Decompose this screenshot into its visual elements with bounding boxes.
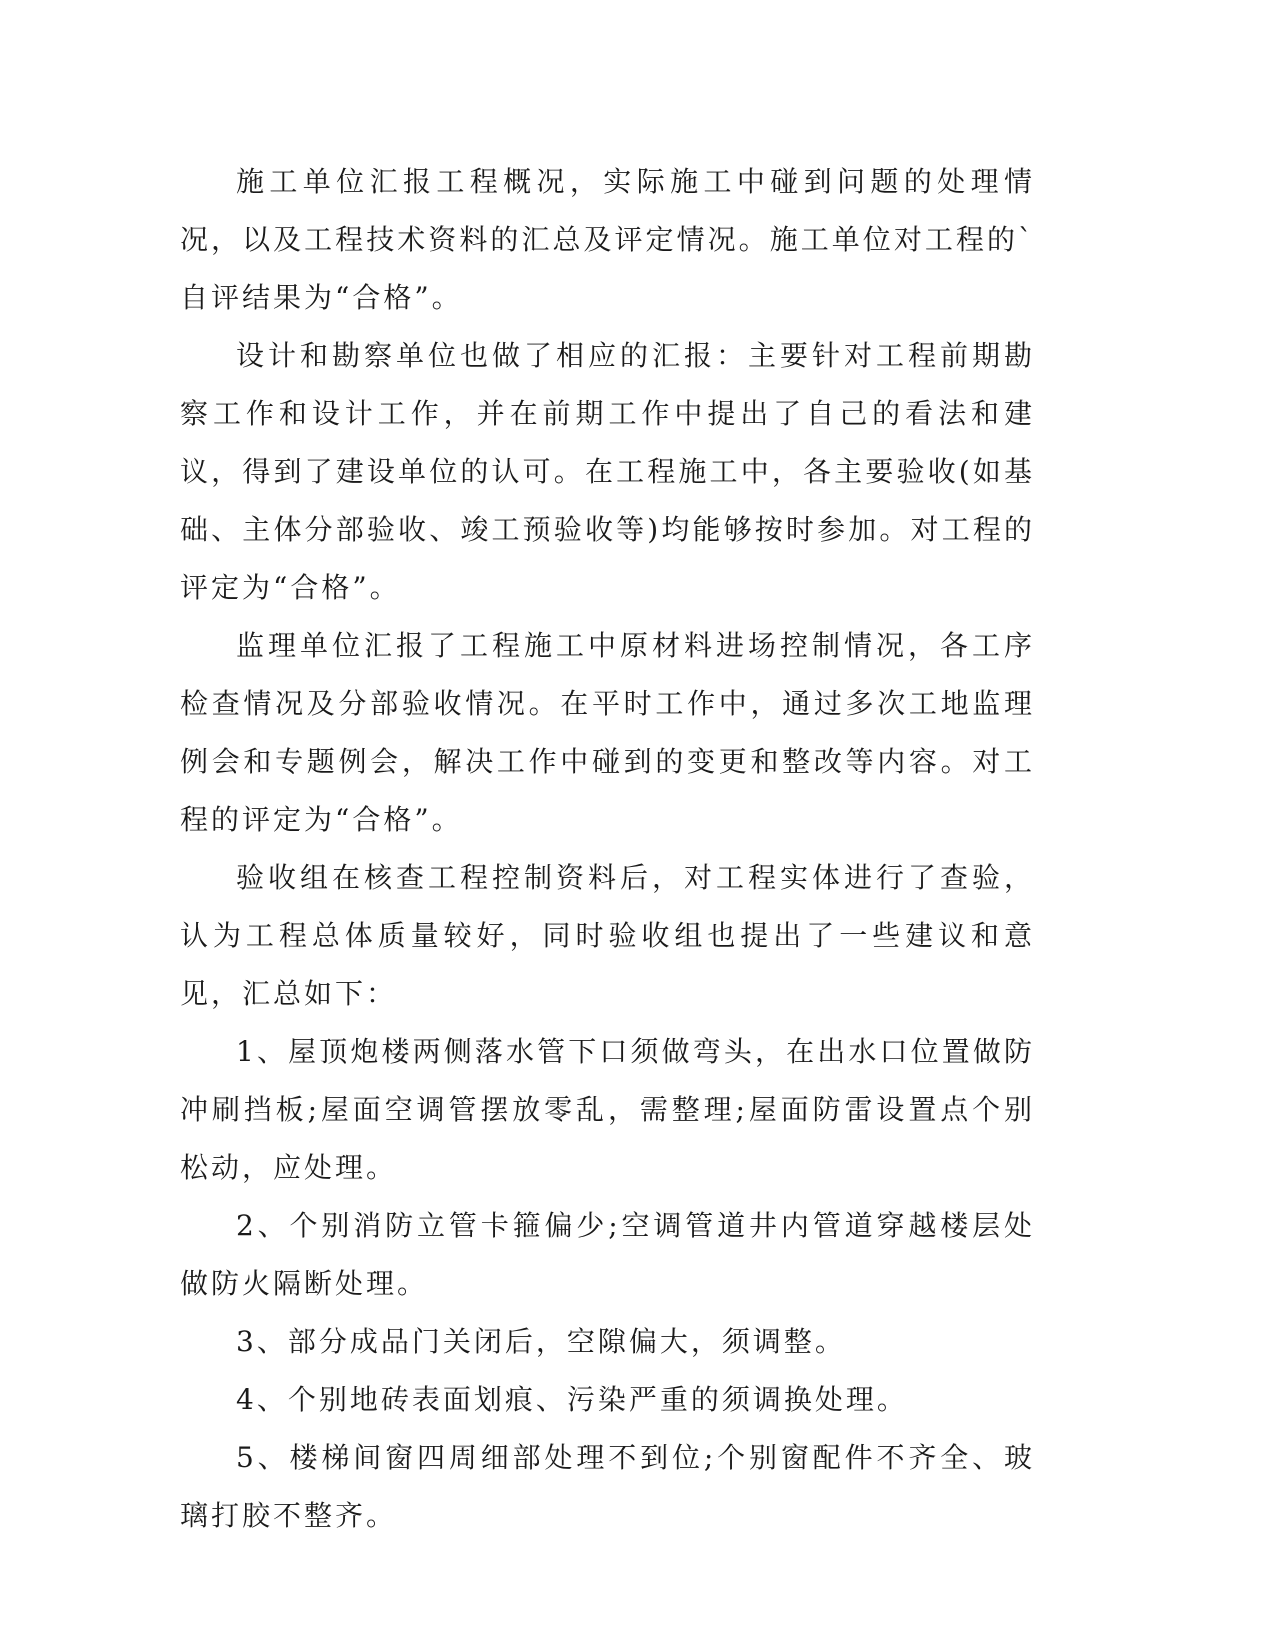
- list-item-1: 1、屋顶炮楼两侧落水管下口须做弯头，在出水口位置做防冲刷挡板;屋面空调管摆放零乱，需整理;屋面防雷设置点个别松动，应处理。: [180, 1035, 1035, 1184]
- document-body: [180, 153, 1035, 1545]
- paragraph-construction-report: 施工单位汇报工程概况，实际施工中碰到问题的处理情况，以及工程技术资料的汇总及评定情况。施工单位对工程的`自评结果为“合格”。: [180, 165, 1035, 314]
- list-item-2: 2、个别消防立管卡箍偏少;空调管道井内管道穿越楼层处做防火隔断处理。: [180, 1209, 1035, 1300]
- list-item-3: 3、部分成品门关闭后，空隙偏大，须调整。: [236, 1325, 846, 1358]
- paragraph-supervision-report: 监理单位汇报了工程施工中原材料进场控制情况，各工序检查情况及分部验收情况。在平时工作中，通过多次工地监理例会和专题例会，解决工作中碰到的变更和整改等内容。对工程的评定为“合格”。: [180, 629, 1035, 836]
- list-item-4: 4、个别地砖表面划痕、污染严重的须调换处理。: [236, 1383, 908, 1416]
- paragraph-design-survey-report: 设计和勘察单位也做了相应的汇报：主要针对工程前期勘察工作和设计工作，并在前期工作中提出了自己的看法和建议，得到了建设单位的认可。在工程施工中，各主要验收(如基础、主体分部验收、竣工预验收等)均能够按时参加。对工程的评定为“合格”。: [180, 339, 1035, 604]
- list-item-5: 5、楼梯间窗四周细部处理不到位;个别窗配件不齐全、玻璃打胶不整齐。: [180, 1441, 1035, 1532]
- paragraph-acceptance-summary: 验收组在核查工程控制资料后，对工程实体进行了查验，认为工程总体质量较好，同时验收组也提出了一些建议和意见，汇总如下：: [180, 861, 1035, 1010]
